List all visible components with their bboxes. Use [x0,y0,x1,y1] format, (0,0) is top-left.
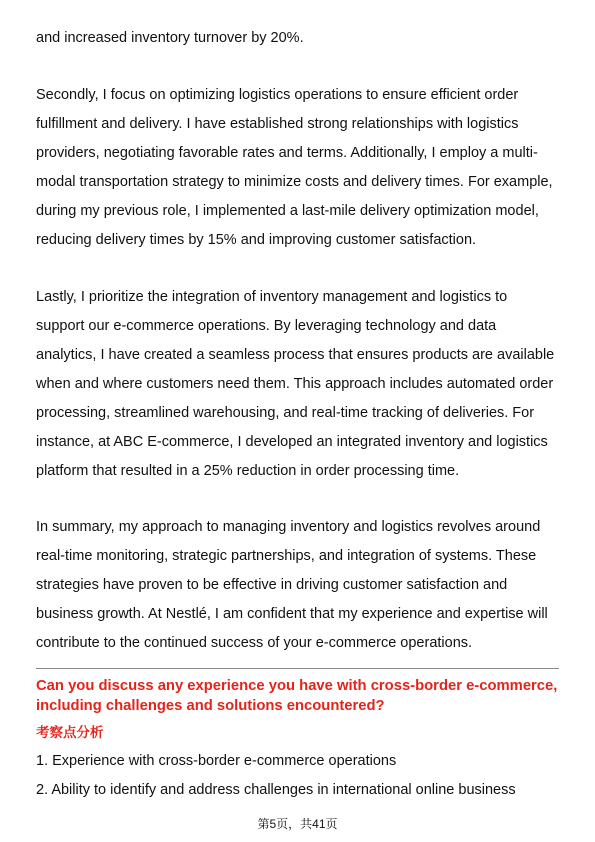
paragraph-integration: Lastly, I prioritize the integration of inventory management and logistics to support our e-commerce operations. By leveraging technology and data analytics, I have created a seamless process that ensures products are available when and where customers need them. This approach includes automated order processing, streamlined warehousing, and real-time tracking of deliveries. For instance, at ABC E-commerce, I developed an integrated inventory and logistics platform that resulted in a 25% reduction in order processing time. [36,289,555,479]
analysis-point-1: 1. Experience with cross-border e-commerce operations [36,753,397,769]
paragraph-logistics: Secondly, I focus on optimizing logistics operations to ensure efficient order fulfillment and delivery. I have established strong relationships with logistics providers, negotiating favorable rates and terms. Additionally, I employ a multi-modal transportation strategy to minimize costs and delivery times. For example, during my previous role, I implemented a last-mile delivery optimization model, reducing delivery times by 15% and improving customer satisfaction. [36,87,553,248]
paragraph-summary: In summary, my approach to managing inventory and logistics revolves around real-time monitoring, strategic partnerships, and integration of systems. These strategies have proven to be effective in driving customer satisfaction and business growth. At Nestlé, I am confident that my experience and expertise will contribute to the continued success of your e-commerce operations. [36,519,548,651]
paragraph-continuation: and increased inventory turnover by 20%. [36,30,304,46]
interview-question: Can you discuss any experience you have with cross-border e-commerce, including challenges and solutions encountered? [36,678,558,714]
analysis-point-2: 2. Ability to identify and address challenges in international online business [36,782,516,798]
section-divider [36,668,559,669]
page-number-footer: 第5页，共41页 [257,817,338,831]
document-page [36,0,559,842]
analysis-heading: 考察点分析 [36,725,104,740]
